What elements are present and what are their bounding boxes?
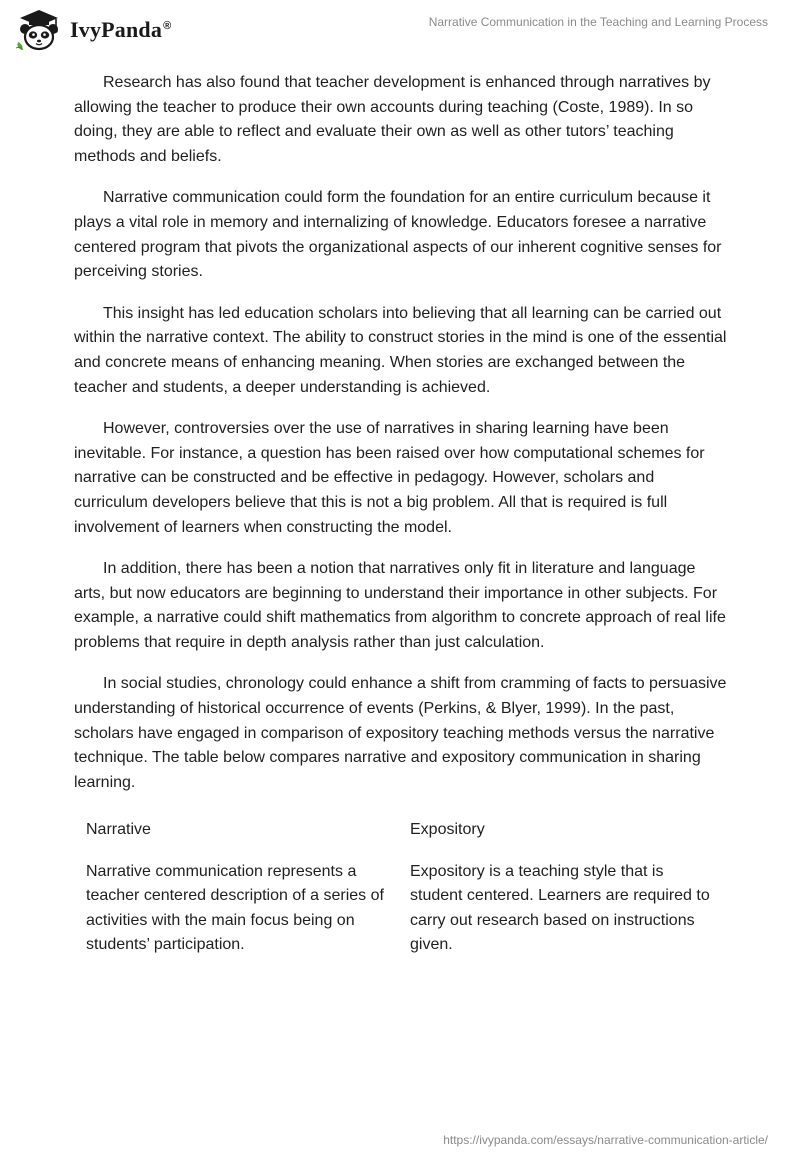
table-cell-narrative: Narrative communication represents a teacher centered description of a series of activities with the main focus being on students’ participation.	[86, 862, 384, 954]
paragraph: Research has also found that teacher development is enhanced through narratives by allowing the teacher to produce their own accounts during teaching (Coste, 1989). In so doing, they are able to reflect and evaluate their own as well as other tutors’ teaching methods and beliefs.	[74, 74, 711, 165]
paragraph: However, controversies over the use of narratives in sharing learning have been inevitable. For instance, a question has been raised over how computational schemes for narrative can be constructed and be effective in pedagogy. However, scholars and curriculum developers believe that this is not a big problem. All that is required is full involvement of learners when constructing the model.	[74, 420, 705, 536]
comparison-table	[74, 816, 730, 958]
paragraph: This insight has led education scholars into believing that all learning can be carried out within the narrative context. The ability to construct stories in the mind is one of the essential and concrete means of enhancing meaning. When stories are exchanged between the teacher and students, a deeper understanding is achieved.	[74, 304, 727, 396]
paragraph: Narrative communication could form the foundation for an entire curriculum because it plays a vital role in memory and internalizing of knowledge. Educators foresee a narrative centered program that pivots the organizational aspects of our inherent cognitive senses for perceiving stories.	[74, 189, 722, 281]
article-body	[74, 71, 730, 812]
ivypanda-logo[interactable]	[14, 8, 171, 52]
panda-graduate-icon	[14, 8, 64, 52]
document-title: Narrative Communication in the Teaching and Learning Process	[428, 15, 768, 29]
source-url[interactable]: https://ivypanda.com/essays/narrative-communication-article/	[443, 1133, 768, 1147]
page-header	[0, 0, 800, 60]
table-header-row	[74, 816, 730, 860]
registered-mark: ®	[163, 19, 172, 32]
paragraph: In addition, there has been a notion that narratives only fit in literature and language arts, but now educators are beginning to understand their importance in other subjects. For example, a narrative could shift mathematics from algorithm to concrete approach of real life problems that require in depth analysis rather than just calculation.	[74, 560, 726, 651]
table-header-expository: Expository	[410, 821, 485, 838]
table-header-narrative: Narrative	[86, 821, 151, 838]
logo-wordmark: IvyPanda®	[70, 17, 172, 42]
paragraph: In social studies, chronology could enhance a shift from cramming of facts to persuasive understanding of historical occurrence of events (Perkins, & Blyer, 1999). In the past, scholars have engaged in comparison of expository teaching methods versus the narrative technique. The table below compares narrative and expository communication in sharing learning.	[74, 675, 727, 791]
table-row	[74, 860, 730, 958]
table-cell-expository: Expository is a teaching style that is student centered. Learners are required to carry out research based on instructions given.	[410, 862, 710, 954]
